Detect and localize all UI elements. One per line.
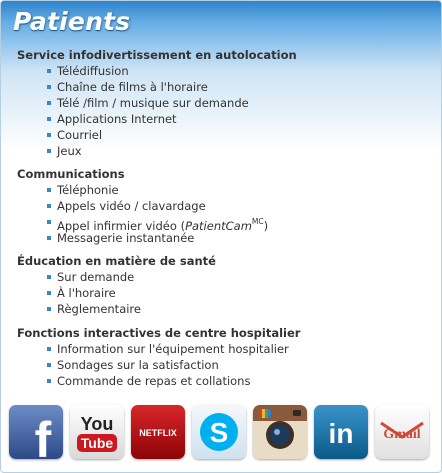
app-icons-row (9, 405, 439, 461)
netflix-wordmark: NETFLIX (139, 428, 177, 438)
section-heading: Service infodivertissement en autolocation (17, 48, 297, 62)
list-item-label: Chaîne de films à l'horaire (57, 80, 208, 94)
bullet-icon (47, 275, 51, 279)
facebook-icon[interactable] (9, 405, 63, 459)
list-item-label: Appels vidéo / clavardage (57, 199, 206, 213)
list-item (1, 341, 441, 357)
linkedin-letters: in (328, 418, 354, 449)
skype-letter: S (209, 417, 229, 448)
list-item-label: Jeux (57, 144, 82, 158)
bullet-icon (47, 363, 51, 367)
bullet-icon (47, 307, 51, 311)
closing-paren: ) (263, 219, 269, 233)
bullet-icon (47, 204, 51, 208)
gmail-icon[interactable] (375, 405, 429, 459)
list-item (1, 182, 441, 198)
bullet-icon (47, 188, 51, 192)
section-infotainment (1, 47, 441, 159)
list-item-label: Courriel (57, 128, 103, 142)
list-item (1, 198, 441, 214)
netflix-icon[interactable] (131, 405, 185, 459)
list-item (1, 127, 441, 143)
list-item-label: À l'horaire (57, 286, 116, 300)
page-title: Patients (13, 7, 131, 36)
list-item (1, 373, 441, 389)
bullet-icon (47, 149, 51, 153)
list-item (1, 214, 441, 233)
list-item (1, 269, 441, 285)
bullet-icon (47, 69, 51, 73)
list-item (1, 63, 441, 79)
list-item (1, 143, 441, 159)
list-item-label: Information sur l'équipement hospitalier (57, 342, 289, 356)
gmail-wordmark: Gmail (383, 427, 421, 442)
bullet-icon (47, 117, 51, 121)
list-item-label: Règlementaire (57, 302, 141, 316)
list-item-label: Télédiffusion (57, 64, 129, 78)
linkedin-icon[interactable] (314, 405, 368, 459)
list-item (1, 230, 441, 246)
section-heading: Fonctions interactives de centre hospitalier (17, 326, 301, 340)
bullet-icon (47, 291, 51, 295)
list-item (1, 79, 441, 95)
trademark-mark: MC (251, 217, 264, 226)
skype-icon[interactable] (192, 405, 246, 459)
bullet-icon (47, 101, 51, 105)
services-list (1, 47, 441, 389)
bullet-icon (47, 220, 51, 224)
section-heading: Communications (17, 167, 125, 181)
list-item-label: Messagerie instantanée (57, 231, 195, 245)
youtube-icon[interactable] (70, 405, 124, 459)
list-item-label: Télé /film / musique sur demande (57, 96, 249, 110)
section-heading: Éducation en matière de santé (17, 254, 216, 268)
list-item (1, 285, 441, 301)
bullet-icon (47, 379, 51, 383)
section-communications (1, 166, 441, 246)
youtube-you-text: You (80, 414, 114, 434)
list-item (1, 95, 441, 111)
section-health-education (1, 253, 441, 317)
list-item-label: Appel infirmier vidéo ( (57, 219, 186, 233)
list-item-label: Téléphonie (57, 183, 119, 197)
list-item (1, 357, 441, 373)
bullet-icon (47, 347, 51, 351)
instagram-icon[interactable] (253, 405, 307, 459)
bullet-icon (47, 85, 51, 89)
list-item-label: Applications Internet (57, 112, 177, 126)
patientcam-name: PatientCam (185, 219, 252, 233)
bullet-icon (47, 236, 51, 240)
section-hospital-functions (1, 325, 441, 389)
list-item-label: Commande de repas et collations (57, 374, 251, 388)
list-item (1, 301, 441, 317)
list-item-label: Sondages sur la satisfaction (57, 358, 219, 372)
list-item (1, 111, 441, 127)
facebook-letter: f (34, 412, 52, 459)
bullet-icon (47, 133, 51, 137)
youtube-tube-text: Tube (80, 435, 114, 451)
list-item-label: Sur demande (57, 270, 135, 284)
